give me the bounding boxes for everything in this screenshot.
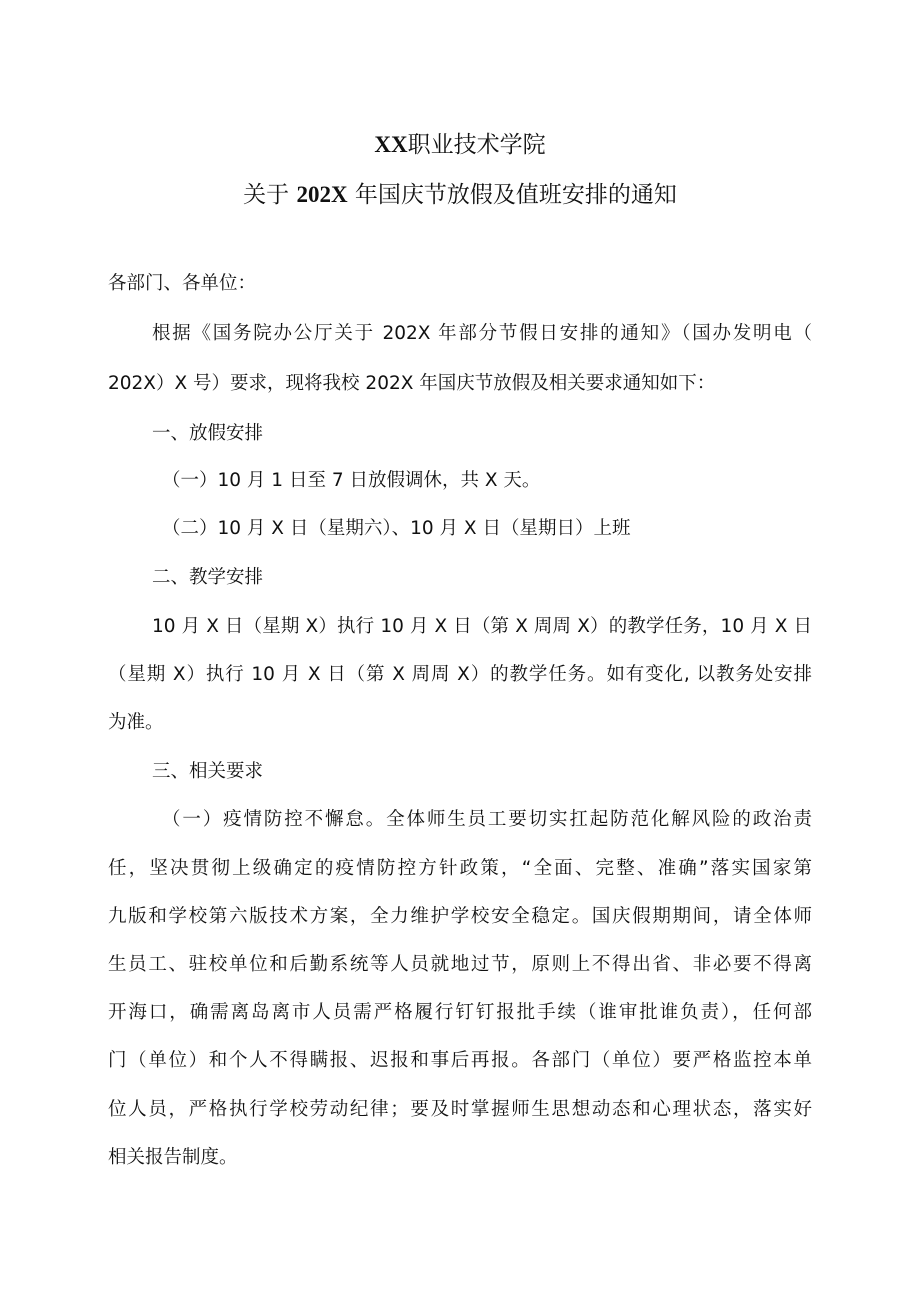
section2-line-2: （星期 X）执行 10 月 X 日（第 X 周周 X）的教学任务。如有变化, 以教务处安排	[108, 664, 812, 685]
title-school-prefix: XX	[374, 132, 408, 157]
salutation: 各部门、各单位：	[108, 273, 257, 294]
section2-heading: 二、教学安排	[152, 567, 264, 588]
title-notice-post: 年国庆节放假及值班安排的通知	[347, 182, 677, 208]
section2-line-1: 10 月 X 日（星期 X）执行 10 月 X 日（第 X 周周 X）的教学任务，10 月 X 日	[152, 616, 812, 637]
section3-line-2: 任，坚决贯彻上级确定的疫情防控方针政策，“全面、完整、准确”落实国家第	[108, 858, 812, 879]
title-notice-pre: 关于	[243, 182, 297, 208]
intro-line-2: 202X）X 号）要求，现将我校 202X 年国庆节放假及相关要求通知如下：	[108, 373, 716, 394]
title-notice-year: 202X	[296, 182, 348, 207]
section3-line-5: 开海口，确需离岛离市人员需严格履行钉钉报批手续（谁审批谁负责），任何部	[108, 1002, 812, 1023]
section3-line-6: 门（单位）和个人不得瞒报、迟报和事后再报。各部门（单位）要严格监控本单	[108, 1050, 812, 1071]
section3-line-7: 位人员，严格执行学校劳动纪律；要及时掌握师生思想动态和心理状态，落实好	[108, 1099, 812, 1120]
intro-line-1: 根据《国务院办公厅关于 202X 年部分节假日安排的通知》（国办发明电（	[152, 323, 812, 344]
document-title-notice	[0, 180, 920, 210]
section1-item-1: （一）10 月 1 日至 7 日放假调休，共 X 天。	[162, 470, 541, 491]
section1-item-2: （二）10 月 X 日（星期六）、10 月 X 日（星期日）上班	[162, 518, 631, 539]
section3-line-8: 相关报告制度。	[108, 1147, 238, 1168]
section1-heading: 一、放假安排	[152, 423, 264, 444]
section3-line-4: 生员工、驻校单位和后勤系统等人员就地过节，原则上不得出省、非必要不得离	[108, 954, 812, 975]
title-school-name: 职业技术学院	[407, 132, 546, 158]
document-title-school	[0, 130, 920, 160]
section2-line-3: 为准。	[108, 712, 164, 733]
section3-heading: 三、相关要求	[152, 761, 264, 782]
section3-line-3: 九版和学校第六版技术方案，全力维护学校安全稳定。国庆假期期间，请全体师	[108, 906, 812, 927]
section3-line-1: （一）疫情防控不懈怠。全体师生员工要切实扛起防范化解风险的政治责	[162, 809, 812, 830]
